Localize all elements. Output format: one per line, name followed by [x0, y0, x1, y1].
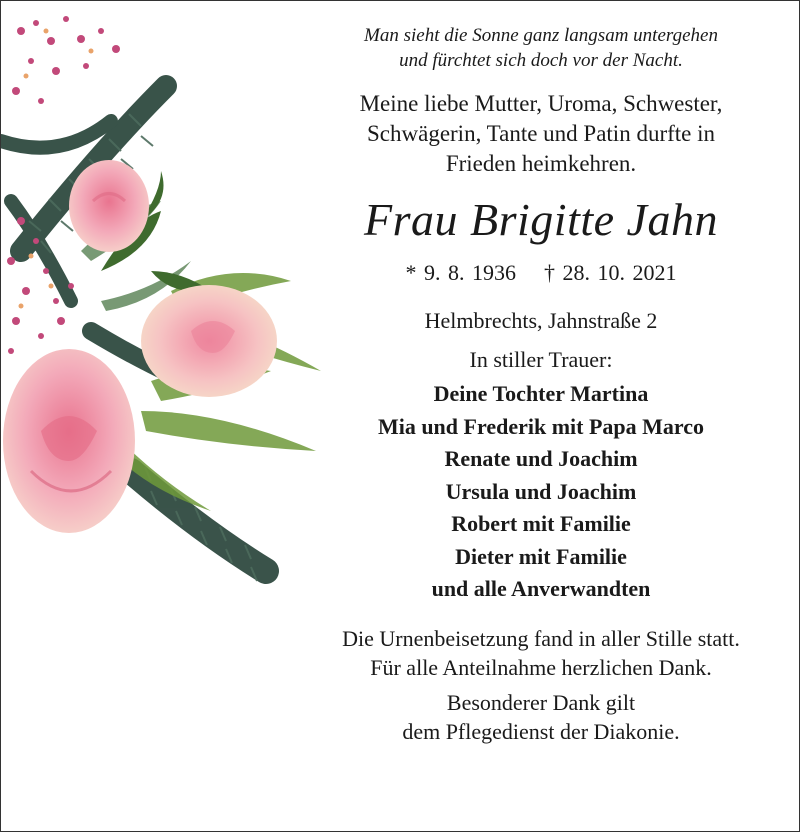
motto: [296, 23, 786, 73]
mourner-entry: Robert mit Familie: [451, 511, 631, 536]
death-date: † 28. 10. 2021: [544, 260, 677, 285]
mourner-entry: Deine Tochter Martina: [433, 381, 649, 406]
life-dates: [296, 259, 786, 287]
intro-line: Frieden heimkehren.: [445, 151, 637, 176]
mourner-entry: Ursula und Joachim: [445, 478, 637, 504]
mourner-entry: Dieter mit Familie: [455, 543, 627, 569]
mourners-list: [296, 378, 786, 606]
mourner-entry: Mia und Frederik mit Papa Marco: [377, 413, 705, 439]
deceased-name: Frau Brigitte Jahn: [364, 194, 718, 245]
mourner-entry: Renate und Joachim: [444, 446, 638, 471]
closing-thanks: Für alle Anteilnahme herzlichen Dank.: [370, 654, 712, 680]
intro-line: Meine liebe Mutter, Uroma, Schwester,: [359, 91, 723, 116]
notice-text: [296, 23, 786, 746]
motto-line: und fürchtet sich doch vor der Nacht.: [399, 50, 683, 71]
closing-burial-note: Die Urnenbeisetzung fand in aller Stille statt.: [342, 625, 740, 651]
rose-large: [3, 349, 135, 533]
mourner-entry: und alle Anverwandten: [431, 576, 651, 601]
closing-line: Besonderer Dank gilt: [446, 689, 636, 715]
closing-special-thanks: [296, 688, 786, 746]
intro-line: Schwägerin, Tante und Patin durfte in: [367, 121, 715, 146]
mourning-intro: In stiller Trauer:: [469, 347, 613, 372]
address: Helmbrechts, Jahnstraße 2: [424, 308, 658, 333]
intro-text: [296, 89, 786, 179]
closing-line: dem Pflegedienst der Diakonie.: [402, 718, 680, 744]
birth-date: * 9. 8. 1936: [405, 260, 516, 285]
motto-line: Man sieht die Sonne ganz langsam untergehen: [364, 25, 718, 46]
